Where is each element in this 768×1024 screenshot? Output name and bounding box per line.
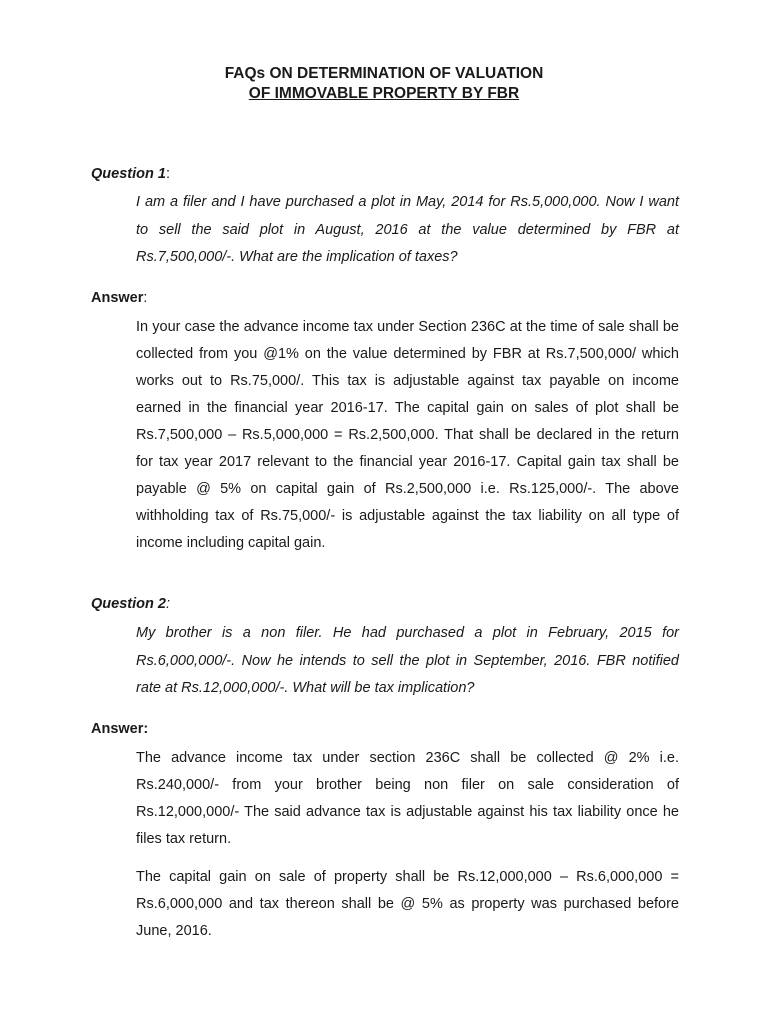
question-1-heading [91, 164, 170, 184]
question-2-text: My brother is a non filer. He had purchased a plot in February, 2015 for Rs.6,000,000/-. Now he intends to sell the plot in September, 2016. FBR notified rate at Rs.12,000,000/-. What will be tax implication? [136, 625, 679, 696]
question-2-label: Question 2 [91, 596, 166, 612]
answer-1-heading [91, 288, 147, 308]
answer-1-label-suffix: : [143, 290, 148, 306]
answer-2-heading [91, 719, 148, 739]
question-1-text: I am a filer and I have purchased a plot in May, 2014 for Rs.5,000,000. Now I want to sell the said plot in August, 2016 at the value determined by FBR at Rs.7,500,000/-. What are the implication of taxes? [136, 194, 679, 265]
answer-1-text: In your case the advance income tax under Section 236C at the time of sale shall be collected from you @1% on the value determined by FBR at Rs.7,500,000/ which works out to Rs.75,000/. This tax is adjustable against tax payable on income earned in the financial year 2016-17. The capital gain on sales of plot shall be Rs.7,500,000 – Rs.5,000,000 = Rs.2,500,000. That shall be declared in the return for tax year 2017 relevant to the financial year 2016-17. Capital gain tax shall be payable @ 5% on capital gain of Rs.2,500,000 i.e. Rs.125,000/-. The above withholding tax of Rs.75,000/- is adjustable against the tax liability on all type of income including capital gain. [136, 319, 679, 551]
document-title-line1: FAQs ON DETERMINATION OF VALUATION [224, 65, 544, 82]
answer-2-paragraph-1: The advance income tax under section 236C shall be collected @ 2% i.e. Rs.240,000/- from your brother being non filer on sale consideration of Rs.12,000,000/- The said advance tax is adjustable against his tax liability once he files tax return. [136, 750, 679, 847]
answer-1-label: Answer [91, 290, 144, 306]
answer-2-label: Answer: [91, 721, 149, 737]
question-2-heading [91, 594, 170, 614]
question-2-label-suffix: : [165, 596, 170, 612]
question-1-label-suffix: : [165, 166, 170, 182]
answer-2-paragraph-2: The capital gain on sale of property shall be Rs.12,000,000 – Rs.6,000,000 = Rs.6,000,000 and tax thereon shall be @ 5% as property was purchased before June, 2016. [136, 869, 679, 939]
question-1-label: Question 1 [91, 166, 166, 182]
document-title-line2: OF IMMOVABLE PROPERTY BY FBR [248, 85, 520, 102]
